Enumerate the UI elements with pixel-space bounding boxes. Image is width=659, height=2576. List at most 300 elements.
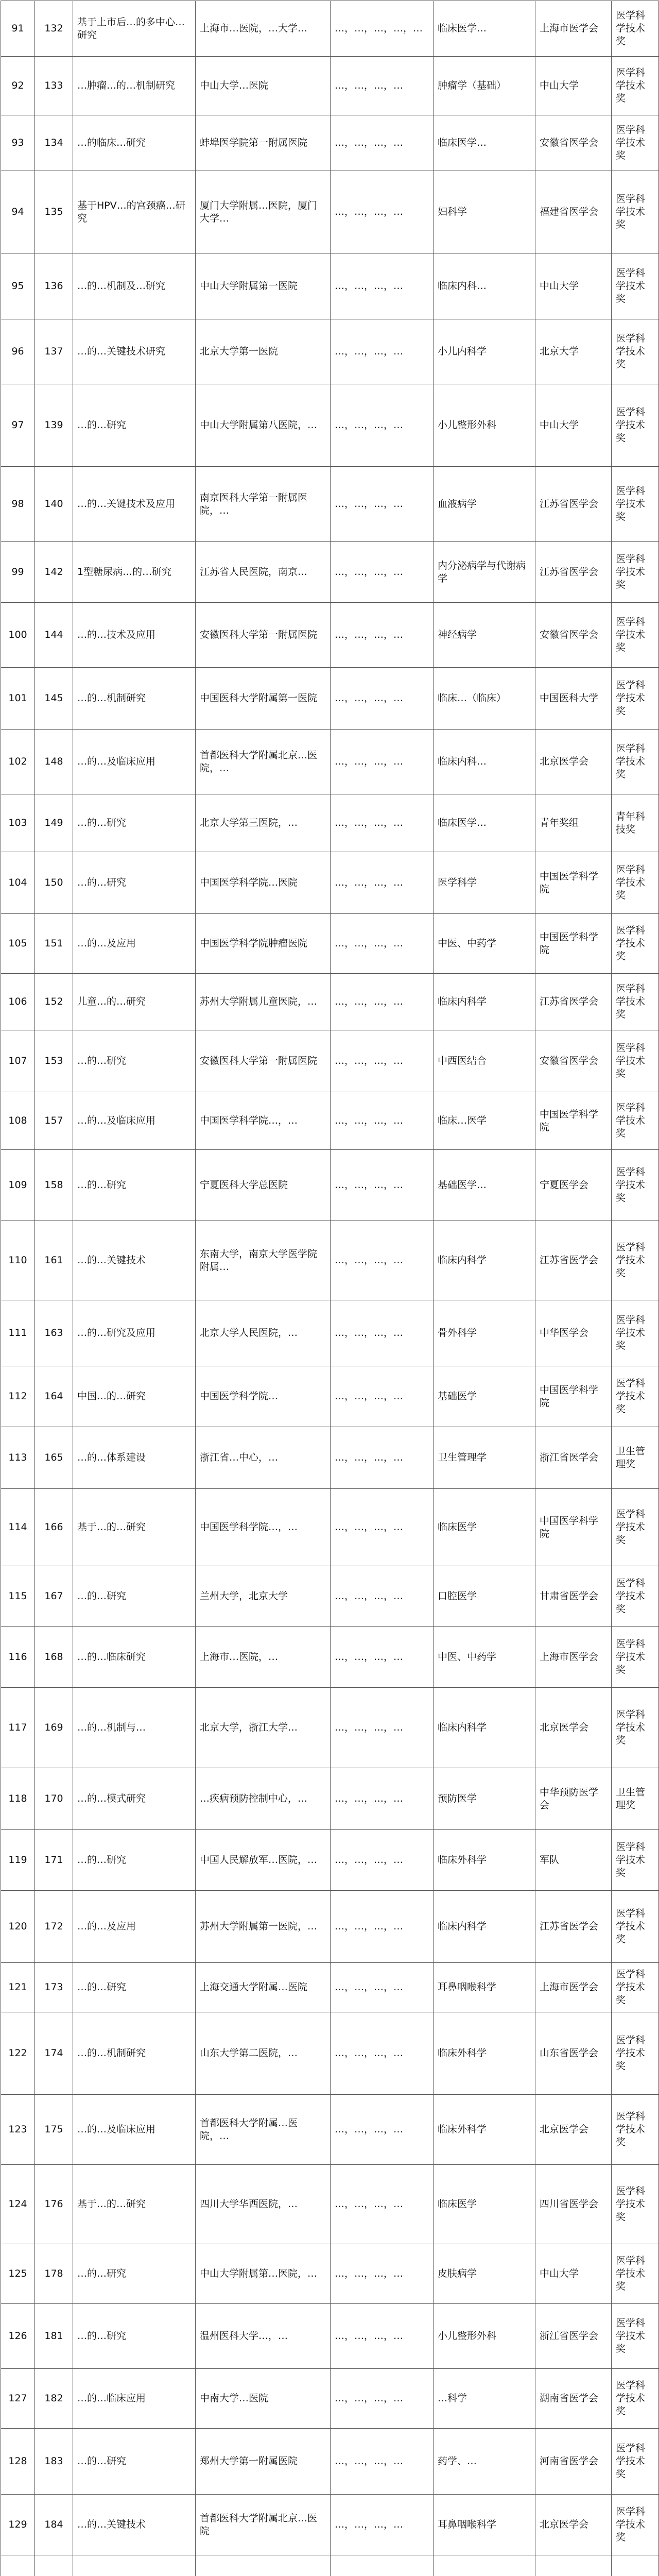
project-id: 164 xyxy=(35,1366,73,1427)
completing-units: …疾病预防控制中心，… xyxy=(196,1768,331,1830)
completing-units: 首都医科大学附属北京…医院，… xyxy=(196,730,331,794)
completing-units: 中国医科大学附属第一医院 xyxy=(196,668,331,730)
award-category: 医学科学技术奖 xyxy=(612,1221,659,1300)
project-title: …的…临床应用 xyxy=(73,2369,196,2429)
completing-persons: …，…，…，… xyxy=(331,1150,433,1221)
row-number: 97 xyxy=(1,384,35,467)
project-title: …肿瘤…的…机制研究 xyxy=(73,57,196,115)
completing-units: 中山大学附属第一医院 xyxy=(196,253,331,319)
nominating-organization: 中国医学科学院 xyxy=(535,914,612,974)
row-number: 111 xyxy=(1,1300,35,1366)
completing-persons: …，…，…，… xyxy=(331,730,433,794)
completing-persons: …，…，…，… xyxy=(331,2012,433,2095)
completing-units: 中国医学科学院…医院 xyxy=(196,852,331,914)
award-category: 医学科学技术奖 xyxy=(612,914,659,974)
discipline: 小儿整形外科 xyxy=(433,384,535,467)
nominating-organization: 上海市医学会 xyxy=(535,1963,612,2012)
project-id: 166 xyxy=(35,1489,73,1566)
nominating-organization: 安徽省医学会 xyxy=(535,603,612,668)
completing-units: 南京医科大学第一附属医院，… xyxy=(196,467,331,542)
completing-units: 中国人民解放军…医院，… xyxy=(196,1830,331,1891)
award-category: 医学科学技术奖 xyxy=(612,668,659,730)
row-number xyxy=(1,2555,35,2576)
discipline: 临床内科学 xyxy=(433,974,535,1030)
table-row xyxy=(1,384,659,467)
row-number: 126 xyxy=(1,2304,35,2369)
nominating-organization: 甘肃省医学会 xyxy=(535,1566,612,1627)
award-category: 医学科学技术奖 xyxy=(612,1,659,57)
discipline: 临床医学… xyxy=(433,1,535,57)
completing-units: 东南大学，南京大学医学院附属… xyxy=(196,1221,331,1300)
completing-persons: …，…，…，… xyxy=(331,467,433,542)
completing-units: 北京大学第一医院 xyxy=(196,319,331,384)
project-title: …的…研究 xyxy=(73,1030,196,1092)
table-row xyxy=(1,2369,659,2429)
project-title: …的…关键技术 xyxy=(73,2495,196,2555)
completing-persons: …，…，…，… xyxy=(331,1221,433,1300)
project-title: 基于HPV…的宫颈癌…研究 xyxy=(73,171,196,253)
project-id: 163 xyxy=(35,1300,73,1366)
project-id: 157 xyxy=(35,1092,73,1150)
completing-units: 中山大学…医院 xyxy=(196,57,331,115)
award-category: 医学科学技术奖 xyxy=(612,1092,659,1150)
nominating-organization: 北京大学 xyxy=(535,319,612,384)
completing-units: 四川大学华西医院，… xyxy=(196,2165,331,2244)
discipline: 基础医学… xyxy=(433,1150,535,1221)
project-title: …的…技术及应用 xyxy=(73,603,196,668)
discipline: 中西医结合 xyxy=(433,1030,535,1092)
award-category: 医学科学技术奖 xyxy=(612,1963,659,2012)
nominating-organization: 江苏省医学会 xyxy=(535,542,612,603)
discipline: 临床…医学 xyxy=(433,1092,535,1150)
award-category: 医学科学技术奖 xyxy=(612,2012,659,2095)
nominating-organization: 中华医学会 xyxy=(535,1300,612,1366)
table-row xyxy=(1,253,659,319)
row-number: 96 xyxy=(1,319,35,384)
project-id: 140 xyxy=(35,467,73,542)
nominating-organization: 浙江省医学会 xyxy=(535,1427,612,1489)
nominating-organization: 北京医学会 xyxy=(535,730,612,794)
discipline: 临床内科… xyxy=(433,730,535,794)
project-title: …的…关键技术 xyxy=(73,1221,196,1300)
table-row xyxy=(1,1300,659,1366)
completing-units: 江苏省人民医院，南京… xyxy=(196,542,331,603)
award-category: 医学科学技术奖 xyxy=(612,1300,659,1366)
project-id: 165 xyxy=(35,1427,73,1489)
project-id: 142 xyxy=(35,542,73,603)
row-number: 108 xyxy=(1,1092,35,1150)
completing-units: 苏州大学附属儿童医院，… xyxy=(196,974,331,1030)
project-title: …的…机制研究 xyxy=(73,668,196,730)
project-id: 151 xyxy=(35,914,73,974)
completing-units: 浙江省…中心，… xyxy=(196,1427,331,1489)
completing-persons: …，…，…，… xyxy=(331,2304,433,2369)
row-number: 99 xyxy=(1,542,35,603)
discipline: 预防医学 xyxy=(433,1768,535,1830)
award-category: 医学科学技术奖 xyxy=(612,2095,659,2165)
project-id: 135 xyxy=(35,171,73,253)
completing-persons: …，…，…，… xyxy=(331,253,433,319)
completing-persons xyxy=(331,2555,433,2576)
nominating-organization: 江苏省医学会 xyxy=(535,974,612,1030)
project-title: …的…研究 xyxy=(73,2304,196,2369)
award-category: 医学科学技术奖 xyxy=(612,1830,659,1891)
completing-persons: …，…，…，… xyxy=(331,1427,433,1489)
nominating-organization: 山东省医学会 xyxy=(535,2012,612,2095)
table-row xyxy=(1,974,659,1030)
nominating-organization: 江苏省医学会 xyxy=(535,1891,612,1963)
discipline: 内分泌病学与代谢病学 xyxy=(433,542,535,603)
completing-units: 上海交通大学附属…医院 xyxy=(196,1963,331,2012)
discipline: 骨外科学 xyxy=(433,1300,535,1366)
discipline: 临床外科学 xyxy=(433,2095,535,2165)
table-row xyxy=(1,1030,659,1092)
award-category: 医学科学技术奖 xyxy=(612,542,659,603)
project-id: 136 xyxy=(35,253,73,319)
row-number: 107 xyxy=(1,1030,35,1092)
project-title: …的…研究 xyxy=(73,852,196,914)
nominating-organization: 中国医学科学院 xyxy=(535,1092,612,1150)
award-category: 医学科学技术奖 xyxy=(612,1688,659,1768)
award-category: 医学科学技术奖 xyxy=(612,1627,659,1688)
project-title: …的…机制研究 xyxy=(73,2012,196,2095)
award-category: 医学科学技术奖 xyxy=(612,1366,659,1427)
discipline: 药学、… xyxy=(433,2429,535,2495)
award-category: 卫生管理奖 xyxy=(612,1427,659,1489)
completing-persons: …，…，…，… xyxy=(331,1092,433,1150)
completing-persons: …，…，…，… xyxy=(331,1030,433,1092)
discipline: 卫生管理学 xyxy=(433,1427,535,1489)
award-category: 医学科学技术奖 xyxy=(612,115,659,171)
completing-units: 上海市…医院，… xyxy=(196,1627,331,1688)
discipline: 神经病学 xyxy=(433,603,535,668)
completing-persons: …，…，…，… xyxy=(331,668,433,730)
project-id xyxy=(35,2555,73,2576)
discipline: 临床外科学 xyxy=(433,2012,535,2095)
award-category: 医学科学技术奖 xyxy=(612,852,659,914)
completing-persons: …，…，…，… xyxy=(331,603,433,668)
project-id: 153 xyxy=(35,1030,73,1092)
completing-units: 中国医学科学院…，… xyxy=(196,1489,331,1566)
table-body xyxy=(1,1,659,2576)
table-row xyxy=(1,2429,659,2495)
table-row xyxy=(1,1627,659,1688)
table-row xyxy=(1,1427,659,1489)
row-number: 98 xyxy=(1,467,35,542)
row-number: 128 xyxy=(1,2429,35,2495)
row-number: 124 xyxy=(1,2165,35,2244)
nominating-organization: 福建省医学会 xyxy=(535,171,612,253)
row-number: 122 xyxy=(1,2012,35,2095)
project-title: …的…研究 xyxy=(73,1566,196,1627)
nominating-organization: 江苏省医学会 xyxy=(535,1221,612,1300)
project-id: 144 xyxy=(35,603,73,668)
project-id: 167 xyxy=(35,1566,73,1627)
project-title: …的…模式研究 xyxy=(73,1768,196,1830)
nominating-organization: 上海市医学会 xyxy=(535,1627,612,1688)
project-title: …的…及应用 xyxy=(73,1891,196,1963)
table-row xyxy=(1,914,659,974)
project-id: 152 xyxy=(35,974,73,1030)
discipline: 临床医学… xyxy=(433,115,535,171)
completing-persons: …，…，…，… xyxy=(331,1891,433,1963)
completing-units: 中南大学…医院 xyxy=(196,2369,331,2429)
results-table xyxy=(1,1,659,2576)
discipline: 耳鼻咽喉科学 xyxy=(433,1963,535,2012)
project-title: …的…研究 xyxy=(73,2244,196,2304)
table-row xyxy=(1,2012,659,2095)
award-category: 医学科学技术奖 xyxy=(612,1489,659,1566)
award-category: 卫生管理奖 xyxy=(612,1768,659,1830)
completing-persons: …，…，…，… xyxy=(331,1366,433,1427)
row-number: 94 xyxy=(1,171,35,253)
completing-persons: …，…，…，… xyxy=(331,1768,433,1830)
completing-units: 苏州大学附属第一医院，… xyxy=(196,1891,331,1963)
project-id: 132 xyxy=(35,1,73,57)
row-number: 129 xyxy=(1,2495,35,2555)
completing-persons: …，…，…，… xyxy=(331,384,433,467)
project-id: 178 xyxy=(35,2244,73,2304)
discipline: 耳鼻咽喉科学 xyxy=(433,2495,535,2555)
completing-persons: …，…，…，… xyxy=(331,171,433,253)
nominating-organization: 中国医科大学 xyxy=(535,668,612,730)
row-number: 95 xyxy=(1,253,35,319)
table-row xyxy=(1,2495,659,2555)
row-number: 118 xyxy=(1,1768,35,1830)
table-row xyxy=(1,1566,659,1627)
project-title: …的…研究 xyxy=(73,794,196,852)
project-title: 中国…的…研究 xyxy=(73,1366,196,1427)
project-title xyxy=(73,2555,196,2576)
project-id: 134 xyxy=(35,115,73,171)
discipline: 中医、中药学 xyxy=(433,1627,535,1688)
award-category: 医学科学技术奖 xyxy=(612,467,659,542)
award-category: 医学科学技术奖 xyxy=(612,319,659,384)
project-title: …的…研究及应用 xyxy=(73,1300,196,1366)
row-number: 93 xyxy=(1,115,35,171)
completing-persons: …，…，…，… xyxy=(331,2495,433,2555)
discipline: 血液病学 xyxy=(433,467,535,542)
nominating-organization: 青年奖组 xyxy=(535,794,612,852)
completing-persons: …，…，…，…，… xyxy=(331,1,433,57)
project-title: …的…及临床应用 xyxy=(73,730,196,794)
completing-persons: …，…，…，… xyxy=(331,1688,433,1768)
table-row xyxy=(1,2095,659,2165)
completing-persons: …，…，…，… xyxy=(331,1963,433,2012)
project-id: 169 xyxy=(35,1688,73,1768)
completing-persons: …，…，…，… xyxy=(331,2244,433,2304)
nominating-organization: 中华预防医学会 xyxy=(535,1768,612,1830)
row-number: 120 xyxy=(1,1891,35,1963)
row-number: 121 xyxy=(1,1963,35,2012)
completing-persons: …，…，…，… xyxy=(331,1566,433,1627)
nominating-organization: 北京医学会 xyxy=(535,1688,612,1768)
nominating-organization: 河南省医学会 xyxy=(535,2429,612,2495)
completing-units: 郑州大学第一附属医院 xyxy=(196,2429,331,2495)
completing-units: 兰州大学，北京大学 xyxy=(196,1566,331,1627)
project-id: 150 xyxy=(35,852,73,914)
completing-units: 安徽医科大学第一附属医院 xyxy=(196,1030,331,1092)
row-number: 117 xyxy=(1,1688,35,1768)
completing-units: 厦门大学附属…医院，厦门大学… xyxy=(196,171,331,253)
completing-persons: …，…，…，… xyxy=(331,914,433,974)
table-row xyxy=(1,668,659,730)
discipline: 小儿内科学 xyxy=(433,319,535,384)
nominating-organization: 浙江省医学会 xyxy=(535,2304,612,2369)
nominating-organization: 中山大学 xyxy=(535,57,612,115)
project-id: 161 xyxy=(35,1221,73,1300)
discipline: 肿瘤学（基础） xyxy=(433,57,535,115)
completing-units: 中国医学科学院… xyxy=(196,1366,331,1427)
completing-persons: …，…，…，… xyxy=(331,1489,433,1566)
table-row xyxy=(1,1366,659,1427)
row-number: 127 xyxy=(1,2369,35,2429)
project-id: 171 xyxy=(35,1830,73,1891)
table-row xyxy=(1,1092,659,1150)
completing-units: 北京大学人民医院，… xyxy=(196,1300,331,1366)
award-category: 医学科学技术奖 xyxy=(612,2495,659,2555)
project-id: 173 xyxy=(35,1963,73,2012)
discipline: 临床内科学 xyxy=(433,1891,535,1963)
nominating-organization: 北京医学会 xyxy=(535,2495,612,2555)
project-title: 1型糖尿病…的…研究 xyxy=(73,542,196,603)
award-category: 医学科学技术奖 xyxy=(612,1891,659,1963)
table-row xyxy=(1,1891,659,1963)
award-category: 医学科学技术奖 xyxy=(612,2304,659,2369)
nominating-organization: 北京医学会 xyxy=(535,2095,612,2165)
project-title: …的…临床研究 xyxy=(73,1627,196,1688)
discipline: 临床内科学 xyxy=(433,1688,535,1768)
nominating-organization: 上海市医学会 xyxy=(535,1,612,57)
completing-persons: …，…，…，… xyxy=(331,542,433,603)
row-number: 113 xyxy=(1,1427,35,1489)
completing-units: 宁夏医科大学总医院 xyxy=(196,1150,331,1221)
discipline: 临床…（临床） xyxy=(433,668,535,730)
table-row xyxy=(1,171,659,253)
completing-persons: …，…，…，… xyxy=(331,319,433,384)
award-category: 医学科学技术奖 xyxy=(612,2369,659,2429)
project-title: …的…研究 xyxy=(73,1830,196,1891)
completing-persons: …，…，…，… xyxy=(331,1627,433,1688)
completing-persons: …，…，…，… xyxy=(331,2165,433,2244)
table-row xyxy=(1,1221,659,1300)
table-row xyxy=(1,2165,659,2244)
completing-persons: …，…，…，… xyxy=(331,1300,433,1366)
table-row xyxy=(1,603,659,668)
table-row xyxy=(1,1688,659,1768)
award-category: 医学科学技术奖 xyxy=(612,2429,659,2495)
project-id: 172 xyxy=(35,1891,73,1963)
discipline: …科学 xyxy=(433,2369,535,2429)
project-title: …的…及应用 xyxy=(73,914,196,974)
award-category: 医学科学技术奖 xyxy=(612,2244,659,2304)
discipline: 小儿整形外科 xyxy=(433,2304,535,2369)
completing-units: 上海市…医院，…大学… xyxy=(196,1,331,57)
project-title: …的…研究 xyxy=(73,1150,196,1221)
discipline: 皮肤病学 xyxy=(433,2244,535,2304)
discipline xyxy=(433,2555,535,2576)
completing-persons: …，…，…，… xyxy=(331,2369,433,2429)
project-title: …的…研究 xyxy=(73,2429,196,2495)
award-category: 医学科学技术奖 xyxy=(612,603,659,668)
row-number: 114 xyxy=(1,1489,35,1566)
table-row xyxy=(1,319,659,384)
completing-units: 首都医科大学附属北京…医院 xyxy=(196,2495,331,2555)
nominating-organization: 中国医学科学院 xyxy=(535,1489,612,1566)
row-number: 116 xyxy=(1,1627,35,1688)
project-id: 158 xyxy=(35,1150,73,1221)
table-row xyxy=(1,115,659,171)
nominating-organization: 江苏省医学会 xyxy=(535,467,612,542)
row-number: 105 xyxy=(1,914,35,974)
project-id: 174 xyxy=(35,2012,73,2095)
project-id: 139 xyxy=(35,384,73,467)
table-row xyxy=(1,852,659,914)
project-id: 182 xyxy=(35,2369,73,2429)
row-number: 109 xyxy=(1,1150,35,1221)
award-category: 青年科技奖 xyxy=(612,794,659,852)
award-category: 医学科学技术奖 xyxy=(612,253,659,319)
completing-persons: …，…，…，… xyxy=(331,2429,433,2495)
project-id: 176 xyxy=(35,2165,73,2244)
discipline: 临床医学 xyxy=(433,2165,535,2244)
project-id: 170 xyxy=(35,1768,73,1830)
project-id: 183 xyxy=(35,2429,73,2495)
discipline: 临床医学 xyxy=(433,1489,535,1566)
award-category: 医学科学技术奖 xyxy=(612,1030,659,1092)
table-row xyxy=(1,1830,659,1891)
discipline: 妇科学 xyxy=(433,171,535,253)
project-title: …的…研究 xyxy=(73,1963,196,2012)
table-row xyxy=(1,2304,659,2369)
table-row xyxy=(1,542,659,603)
nominating-organization: 湖南省医学会 xyxy=(535,2369,612,2429)
row-number: 101 xyxy=(1,668,35,730)
nominating-organization: 中山大学 xyxy=(535,253,612,319)
row-number: 123 xyxy=(1,2095,35,2165)
nominating-organization xyxy=(535,2555,612,2576)
completing-units: 首都医科大学附属…医院，… xyxy=(196,2095,331,2165)
completing-persons: …，…，…，… xyxy=(331,852,433,914)
completing-persons: …，…，…，… xyxy=(331,1830,433,1891)
table-row xyxy=(1,2244,659,2304)
project-title: …的…关键技术研究 xyxy=(73,319,196,384)
table-row xyxy=(1,2555,659,2576)
completing-persons: …，…，…，… xyxy=(331,2095,433,2165)
award-category: 医学科学技术奖 xyxy=(612,974,659,1030)
row-number: 125 xyxy=(1,2244,35,2304)
award-category: 医学科学技术奖 xyxy=(612,57,659,115)
award-category: 医学科学技术奖 xyxy=(612,730,659,794)
project-title: …的…关键技术及应用 xyxy=(73,467,196,542)
table-row xyxy=(1,467,659,542)
project-id: 148 xyxy=(35,730,73,794)
nominating-organization: 中山大学 xyxy=(535,2244,612,2304)
award-category: 医学科学技术奖 xyxy=(612,2165,659,2244)
project-id: 133 xyxy=(35,57,73,115)
table-row xyxy=(1,1489,659,1566)
discipline: 基础医学 xyxy=(433,1366,535,1427)
project-title: …的…机制与… xyxy=(73,1688,196,1768)
completing-units: 中国医学科学院…，… xyxy=(196,1092,331,1150)
row-number: 102 xyxy=(1,730,35,794)
row-number: 92 xyxy=(1,57,35,115)
award-category: 医学科学技术奖 xyxy=(612,1150,659,1221)
project-title: …的…体系建设 xyxy=(73,1427,196,1489)
completing-units: 安徽医科大学第一附属医院 xyxy=(196,603,331,668)
completing-units: 中山大学附属第八医院，… xyxy=(196,384,331,467)
project-title: …的…及临床应用 xyxy=(73,1092,196,1150)
